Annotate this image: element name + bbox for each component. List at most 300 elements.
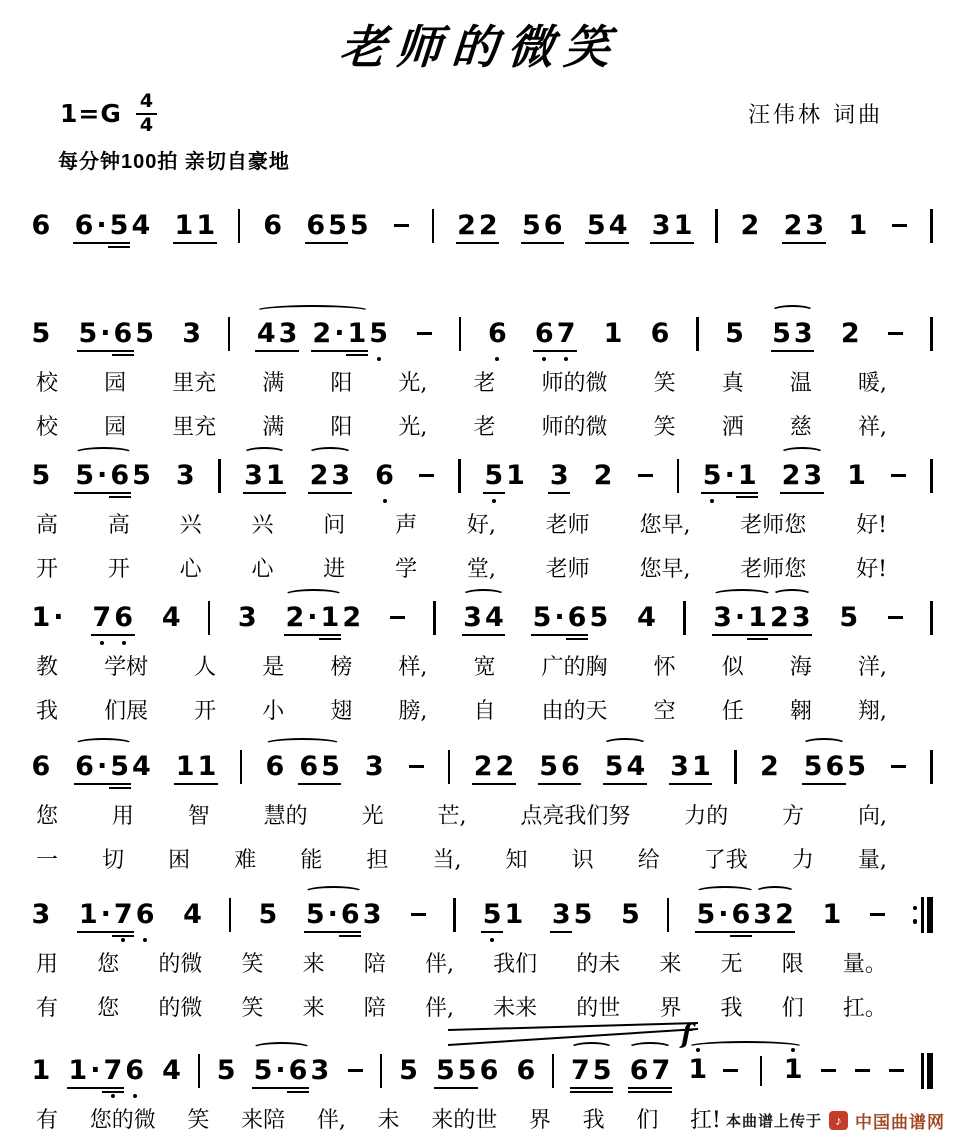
note-group bbox=[839, 318, 861, 350]
time-signature-numerator: 4 bbox=[136, 92, 157, 115]
note-group bbox=[758, 751, 780, 783]
slur-arc bbox=[771, 305, 815, 317]
lyric-syllable: 您早, bbox=[639, 556, 691, 582]
note-group bbox=[30, 210, 52, 242]
note-group bbox=[724, 318, 746, 350]
note-group bbox=[472, 751, 516, 783]
eighth-underline bbox=[669, 783, 691, 785]
barline bbox=[715, 209, 718, 243]
eighth-underline bbox=[481, 931, 503, 933]
slur-arc bbox=[780, 447, 824, 459]
note-char: 2 bbox=[759, 751, 779, 783]
lyric-syllable: 笑 bbox=[187, 1107, 210, 1133]
eighth-underline bbox=[89, 1087, 102, 1089]
duration-dash bbox=[348, 1069, 363, 1073]
note-group bbox=[550, 899, 594, 931]
lyric-syllable: 学树 bbox=[104, 654, 149, 680]
barline bbox=[683, 601, 686, 635]
eighth-underline bbox=[264, 492, 286, 494]
note-char: 5 bbox=[399, 1055, 418, 1087]
music-system-2 bbox=[30, 316, 933, 440]
lyric-syllable: 您 bbox=[97, 951, 120, 977]
note-char: 6 bbox=[479, 1055, 499, 1087]
eighth-underline bbox=[174, 783, 196, 785]
note-char: 1 bbox=[196, 753, 218, 780]
lyric-syllable: 慧的 bbox=[263, 803, 308, 829]
note-char: · bbox=[306, 604, 319, 631]
note-char: 5 bbox=[621, 899, 640, 931]
lyric-syllable: 由的天 bbox=[541, 698, 608, 724]
slur-arc bbox=[74, 738, 133, 750]
note-char: 2 bbox=[774, 901, 796, 928]
note-group bbox=[30, 1055, 52, 1087]
slur-arc bbox=[243, 447, 287, 459]
eighth-underline bbox=[320, 783, 342, 785]
eighth-underline bbox=[306, 634, 319, 636]
note-char: 2 bbox=[472, 753, 494, 780]
note-char: 6 bbox=[74, 753, 96, 780]
note-group bbox=[739, 210, 761, 242]
barline bbox=[228, 317, 231, 351]
note-group bbox=[30, 460, 52, 492]
eighth-underline bbox=[712, 634, 734, 636]
music-system-1 bbox=[30, 208, 933, 244]
note-group bbox=[257, 899, 279, 931]
repeat-dots bbox=[913, 906, 918, 924]
note-char: 5 bbox=[701, 462, 723, 489]
note-group bbox=[486, 318, 508, 350]
note-char: 3 bbox=[330, 462, 352, 489]
note-char: 2 bbox=[593, 460, 613, 492]
note-char: 1 bbox=[31, 602, 51, 634]
lyric-syllable: 兴 bbox=[179, 512, 202, 538]
time-signature-denominator: 4 bbox=[139, 113, 154, 136]
note-char: 4 bbox=[255, 320, 277, 347]
lyric-syllable: 我 bbox=[720, 995, 743, 1021]
note-group bbox=[67, 1055, 146, 1087]
note-char: 3 bbox=[237, 602, 257, 634]
lyric-syllable: 扛。 bbox=[842, 995, 887, 1021]
note-group bbox=[255, 318, 389, 350]
lyric-syllable: 是 bbox=[262, 654, 285, 680]
barline bbox=[930, 317, 933, 351]
note-char: 5 bbox=[132, 460, 151, 492]
note-group bbox=[174, 460, 196, 492]
note-group bbox=[181, 318, 203, 350]
note-char: 5 bbox=[108, 212, 130, 239]
eighth-underline bbox=[477, 242, 499, 244]
slur-arc bbox=[772, 589, 812, 601]
note-group bbox=[236, 602, 258, 634]
note-group bbox=[434, 1055, 499, 1087]
note-char: 1 bbox=[174, 753, 196, 780]
note-group bbox=[680, 1019, 804, 1086]
lyric-syllable: 师的微 bbox=[541, 414, 608, 440]
barline bbox=[380, 1054, 383, 1088]
eighth-underline bbox=[736, 492, 758, 494]
eighth-underline bbox=[255, 350, 277, 352]
barline bbox=[930, 209, 933, 243]
key-signature bbox=[60, 89, 157, 136]
note-group bbox=[30, 899, 52, 931]
lyric-syllable: 问 bbox=[323, 512, 346, 538]
note-char: 5 bbox=[591, 1057, 613, 1084]
sixteenth-underline bbox=[628, 1091, 650, 1093]
lyric-syllable: 阳 bbox=[330, 370, 353, 396]
lyric-syllable: 学 bbox=[395, 556, 418, 582]
note-group bbox=[515, 1055, 537, 1087]
eighth-underline bbox=[747, 634, 769, 636]
duration-dash bbox=[411, 913, 426, 917]
lyric-syllable: 给 bbox=[637, 847, 660, 873]
note-char: 1 bbox=[77, 901, 99, 928]
sixteenth-underline bbox=[730, 935, 752, 937]
lyric-syllable: 们 bbox=[636, 1107, 659, 1133]
note-group bbox=[77, 318, 156, 350]
lyric-syllable: 未来 bbox=[493, 995, 538, 1021]
duration-dash bbox=[888, 616, 903, 620]
barline bbox=[448, 750, 451, 784]
slur-arc bbox=[755, 886, 795, 898]
note-char: · bbox=[95, 212, 108, 239]
note-group bbox=[363, 751, 385, 783]
note-char: 5 bbox=[456, 1057, 478, 1084]
music-system-4 bbox=[30, 600, 933, 724]
sixteenth-underline bbox=[102, 1091, 124, 1093]
note-char: · bbox=[733, 604, 746, 631]
note-char: 5 bbox=[585, 212, 607, 239]
lyric-syllable: 有 bbox=[36, 995, 59, 1021]
low-octave-dot bbox=[490, 938, 494, 942]
note-group bbox=[174, 751, 218, 783]
lyric-syllable: 开 bbox=[36, 556, 59, 582]
eighth-underline bbox=[542, 242, 564, 244]
note-char: 7 bbox=[91, 604, 113, 631]
note-char: 3 bbox=[790, 604, 812, 631]
eighth-underline bbox=[771, 350, 793, 352]
eighth-underline bbox=[74, 492, 96, 494]
notes-row bbox=[30, 897, 933, 933]
eighth-underline bbox=[701, 492, 723, 494]
note-group bbox=[77, 899, 156, 931]
eighth-underline bbox=[538, 783, 560, 785]
eighth-underline bbox=[67, 1087, 89, 1089]
lyric-syllable: 光, bbox=[398, 370, 428, 396]
note-char: 3 bbox=[182, 318, 202, 350]
barline bbox=[240, 750, 243, 784]
sixteenth-underline bbox=[319, 638, 341, 640]
note-char: 1 bbox=[848, 210, 868, 242]
lyric-syllable: 阳 bbox=[330, 414, 353, 440]
slur-arc bbox=[603, 738, 647, 750]
eighth-underline bbox=[472, 783, 494, 785]
eighth-underline bbox=[108, 242, 130, 244]
note-group bbox=[771, 318, 815, 350]
sixteenth-underline bbox=[109, 496, 131, 498]
note-char: 1 bbox=[264, 462, 286, 489]
duration-dash bbox=[855, 1069, 870, 1073]
note-char: · bbox=[89, 1057, 102, 1084]
eighth-underline bbox=[77, 350, 99, 352]
eighth-underline bbox=[91, 634, 113, 636]
lyric-syllable: 方 bbox=[782, 803, 805, 829]
note-char: 1 bbox=[67, 1057, 89, 1084]
note-char: 6 bbox=[339, 901, 361, 928]
note-char: 5 bbox=[802, 753, 824, 780]
duration-dash bbox=[891, 765, 906, 769]
eighth-underline bbox=[319, 634, 341, 636]
note-group bbox=[592, 460, 614, 492]
slur-arc bbox=[252, 1042, 311, 1054]
low-octave-dot bbox=[492, 499, 496, 503]
eighth-underline bbox=[252, 1087, 274, 1089]
notes-row bbox=[30, 1019, 933, 1089]
note-char: 1 bbox=[173, 212, 195, 239]
note-group bbox=[481, 899, 525, 931]
lyric-syllable: 心 bbox=[251, 556, 274, 582]
note-group bbox=[262, 210, 284, 242]
note-char: 3 bbox=[669, 753, 691, 780]
eighth-underline bbox=[196, 783, 218, 785]
note-char: · bbox=[96, 462, 109, 489]
lyric-syllable: 来陪 bbox=[241, 1107, 286, 1133]
lyric-syllable: 的世 bbox=[576, 995, 621, 1021]
lyric-syllable: 翱 bbox=[789, 698, 812, 724]
note-group bbox=[243, 460, 287, 492]
note-char: 2 bbox=[284, 604, 306, 631]
notes-row bbox=[30, 208, 933, 244]
note-group bbox=[821, 899, 843, 931]
eighth-underline bbox=[96, 492, 109, 494]
lyric-syllable: 真 bbox=[721, 370, 744, 396]
sixteenth-underline bbox=[566, 638, 588, 640]
lyric-syllable: 任 bbox=[721, 698, 744, 724]
eighth-underline bbox=[109, 492, 131, 494]
eighth-underline bbox=[607, 242, 629, 244]
eighth-underline bbox=[113, 634, 135, 636]
note-char: 5 bbox=[368, 320, 390, 347]
note-char: 1 bbox=[672, 212, 694, 239]
note-char: 4 bbox=[607, 212, 629, 239]
lyric-syllable: 您 bbox=[36, 803, 59, 829]
note-char: 5 bbox=[483, 462, 505, 489]
lyric-syllable: 陪 bbox=[363, 951, 386, 977]
eighth-underline bbox=[462, 634, 484, 636]
note-char: 6 bbox=[73, 212, 95, 239]
barline bbox=[432, 209, 435, 243]
score bbox=[0, 208, 961, 1133]
note-char: 6 bbox=[566, 604, 588, 631]
eighth-underline bbox=[99, 350, 112, 352]
note-char: 4 bbox=[625, 753, 647, 780]
tempo-marking: 每分钟100拍 亲切自豪地 bbox=[58, 150, 290, 173]
note-group bbox=[398, 1055, 420, 1087]
sixteenth-underline bbox=[747, 638, 769, 640]
barline bbox=[552, 1054, 555, 1088]
lyric-syllable: 扛! bbox=[690, 1107, 721, 1133]
note-group bbox=[838, 602, 860, 634]
barline bbox=[238, 209, 241, 243]
note-group bbox=[533, 318, 577, 350]
low-octave-dot bbox=[111, 1094, 115, 1098]
note-char: 1 bbox=[319, 604, 341, 631]
note-char: 3 bbox=[792, 320, 814, 347]
note-char: 5 bbox=[304, 901, 326, 928]
note-char: 2 bbox=[780, 462, 802, 489]
note-group bbox=[252, 1055, 331, 1087]
lyric-syllable: 未 bbox=[377, 1107, 400, 1133]
barline bbox=[459, 317, 462, 351]
note-char: 1 bbox=[504, 899, 524, 931]
note-char: 5 bbox=[74, 462, 96, 489]
note-char: · bbox=[326, 901, 339, 928]
lyric-syllable: 无 bbox=[720, 951, 743, 977]
barline bbox=[930, 459, 933, 493]
eighth-underline bbox=[802, 492, 824, 494]
note-group bbox=[628, 1055, 672, 1087]
note-char: 4 bbox=[132, 751, 151, 783]
note-group bbox=[374, 460, 396, 492]
eighth-underline bbox=[566, 634, 588, 636]
note-group bbox=[847, 210, 869, 242]
lyric-syllable: 膀, bbox=[398, 698, 428, 724]
note-group bbox=[649, 318, 671, 350]
eighth-underline bbox=[287, 1087, 309, 1089]
duration-dash bbox=[888, 332, 903, 336]
note-char: 1 bbox=[822, 899, 842, 931]
note-char: 5 bbox=[725, 318, 744, 350]
eighth-underline bbox=[74, 783, 96, 785]
lyric-syllable: 芒, bbox=[437, 803, 467, 829]
eighth-underline bbox=[802, 783, 824, 785]
note-char: 4 bbox=[483, 604, 505, 631]
note-group bbox=[570, 1055, 614, 1087]
barline bbox=[453, 898, 456, 932]
lyric-syllable: 园 bbox=[104, 414, 127, 440]
eighth-underline bbox=[780, 492, 802, 494]
barline bbox=[229, 898, 232, 932]
eighth-underline bbox=[277, 350, 299, 352]
note-group bbox=[669, 751, 713, 783]
note-group bbox=[182, 899, 204, 931]
eighth-underline bbox=[672, 242, 694, 244]
note-char: 6 bbox=[730, 901, 752, 928]
note-char: 3 bbox=[362, 899, 382, 931]
note-char: 5 bbox=[31, 318, 51, 350]
barline bbox=[458, 459, 461, 493]
note-char: 5 bbox=[695, 901, 717, 928]
duration-dash bbox=[409, 765, 424, 769]
note-char: 6 bbox=[31, 751, 51, 783]
lyric-syllable: 来 bbox=[302, 995, 325, 1021]
note-char: · bbox=[723, 462, 736, 489]
eighth-underline bbox=[730, 931, 752, 933]
note-char: 6 bbox=[486, 320, 508, 347]
slur-arc bbox=[264, 738, 341, 750]
eighth-underline bbox=[456, 242, 478, 244]
duration-dash bbox=[723, 1069, 738, 1073]
note-char: 1 bbox=[782, 1056, 804, 1083]
note-group bbox=[802, 751, 867, 783]
repeat-end-barline bbox=[913, 897, 933, 933]
lyric-syllable: 好, bbox=[466, 512, 496, 538]
lyric-syllable: 向, bbox=[858, 803, 887, 829]
note-char: 7 bbox=[112, 901, 134, 928]
note-char: 1 bbox=[346, 320, 368, 347]
slur-arc bbox=[308, 447, 352, 459]
lyric-syllable: 海 bbox=[789, 654, 812, 680]
note-char: 5 bbox=[258, 899, 278, 931]
slur-arc bbox=[304, 886, 363, 898]
notes-row bbox=[30, 749, 933, 785]
eighth-underline bbox=[690, 783, 712, 785]
barline bbox=[208, 601, 211, 635]
note-group bbox=[462, 602, 506, 634]
note-char: 1 bbox=[31, 1055, 51, 1087]
barline bbox=[198, 1054, 201, 1088]
lyric-syllable: 困 bbox=[168, 847, 191, 873]
note-group bbox=[74, 460, 153, 492]
barline bbox=[218, 459, 221, 493]
eighth-underline bbox=[521, 242, 543, 244]
note-group bbox=[483, 460, 527, 492]
note-char: 2 bbox=[768, 604, 790, 631]
sixteenth-underline bbox=[287, 1091, 309, 1093]
note-char: 5 bbox=[327, 212, 349, 239]
note-group bbox=[712, 602, 812, 634]
note-char: 1 bbox=[847, 460, 866, 492]
note-char: 1 bbox=[736, 462, 758, 489]
duration-dash bbox=[870, 913, 885, 917]
eighth-underline bbox=[339, 931, 361, 933]
note-char: · bbox=[333, 320, 346, 347]
eighth-underline bbox=[284, 634, 306, 636]
sixteenth-underline bbox=[112, 354, 134, 356]
low-octave-dot bbox=[143, 938, 147, 942]
slur-arc bbox=[284, 589, 343, 601]
note-char: 6 bbox=[516, 1055, 536, 1087]
barline bbox=[667, 898, 670, 932]
lyric-syllable: 老师 bbox=[545, 512, 590, 538]
barline bbox=[760, 1056, 763, 1086]
low-octave-dot bbox=[122, 641, 126, 645]
lyric-syllable: 力 bbox=[791, 847, 814, 873]
note-char: 3 bbox=[277, 320, 299, 347]
notes-row bbox=[30, 316, 933, 352]
eighth-underline bbox=[603, 783, 625, 785]
lyric-syllable: 慈 bbox=[789, 414, 812, 440]
note-char: 2 bbox=[477, 212, 499, 239]
lyric-syllable: 校 bbox=[36, 370, 59, 396]
eighth-underline bbox=[650, 1087, 672, 1089]
duration-dash bbox=[891, 474, 906, 478]
lyric-syllable: 有 bbox=[36, 1107, 59, 1133]
barline bbox=[734, 750, 737, 784]
note-char: 2 bbox=[311, 320, 333, 347]
lyric-syllable: 量。 bbox=[842, 951, 887, 977]
lyric-syllable: 来 bbox=[302, 951, 325, 977]
lyric-line-1 bbox=[30, 366, 933, 396]
note-char: 6 bbox=[265, 751, 285, 783]
lyric-syllable: 里充 bbox=[172, 414, 217, 440]
lyric-syllable: 兴 bbox=[251, 512, 274, 538]
note-char: 1 bbox=[195, 212, 217, 239]
note-char: 6 bbox=[305, 212, 327, 239]
lyric-syllable: 伴, bbox=[424, 951, 454, 977]
footer-upload-text: 本曲谱上传于 bbox=[725, 1113, 822, 1130]
note-char: 7 bbox=[570, 1057, 592, 1084]
lyric-syllable: 切 bbox=[102, 847, 125, 873]
